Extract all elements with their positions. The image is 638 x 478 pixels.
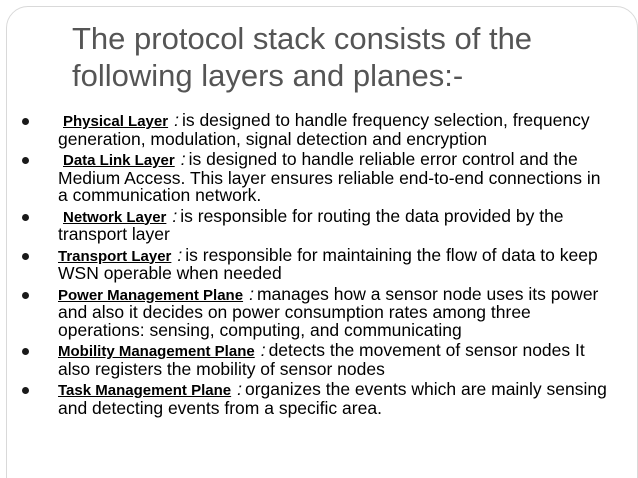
term-network-layer: Network Layer [63, 208, 167, 226]
slide-title-line-2: following layers and planes:- [72, 58, 464, 93]
term-data-link-layer: Data Link Layer [63, 152, 175, 169]
term-separator: : [249, 283, 254, 304]
bullet-item-task-management-plane [0, 381, 638, 417]
bullet-item-network-layer [0, 205, 638, 244]
bullet-icon [22, 253, 29, 260]
term-mobility-management-plane: Mobility Management Plane [58, 343, 255, 360]
bullet-item-transport-layer [0, 244, 638, 283]
term-power-management-plane: Power Management Plane [58, 286, 244, 304]
bullet-list [0, 112, 638, 420]
bullet-icon [22, 348, 29, 355]
desc-transport-layer: is responsible for maintaining the flow of data to keep WSN operable when needed [58, 244, 598, 283]
bullet-item-physical-layer [0, 112, 638, 148]
desc-network-layer: is responsible for routing the data provided by the transport layer [58, 205, 564, 244]
desc-physical-layer: is designed to handle frequency selection, frequency generation, modulation, signal detection and encryption [58, 110, 590, 149]
desc-task-management-plane: organizes the events which are mainly sensing and detecting events from a specific area. [58, 379, 607, 418]
term-task-management-plane: Task Management Plane [58, 382, 232, 399]
desc-data-link-layer: is designed to handle reliable error control and the Medium Access. This layer ensures reliable end-to-end connections in a communication network. [58, 149, 601, 205]
bullet-item-mobility-management-plane [0, 342, 638, 378]
term-separator: : [174, 110, 179, 130]
bullet-icon [22, 387, 29, 394]
bullet-icon [22, 118, 29, 125]
bullet-item-data-link-layer [0, 151, 638, 205]
term-physical-layer: Physical Layer [63, 113, 169, 130]
bullet-icon [22, 157, 29, 164]
term-separator: : [172, 205, 178, 226]
slide-title-line-1: The protocol stack consists of the [72, 21, 533, 56]
bullet-icon [22, 214, 29, 221]
term-separator: : [260, 340, 266, 360]
term-separator: : [180, 149, 186, 169]
slide-title [72, 20, 612, 94]
bullet-item-power-management-plane [0, 283, 638, 340]
desc-power-management-plane: manages how a sensor node uses its power and also it decides on power consumption rates among three operations: sensing, computing, and communicating [58, 283, 599, 340]
desc-mobility-management-plane: detects the movement of sensor nodes It also registers the mobility of sensor nodes [58, 340, 585, 379]
term-separator: : [237, 379, 242, 399]
term-separator: : [177, 244, 183, 265]
term-transport-layer: Transport Layer [58, 247, 172, 265]
bullet-icon [22, 292, 29, 299]
